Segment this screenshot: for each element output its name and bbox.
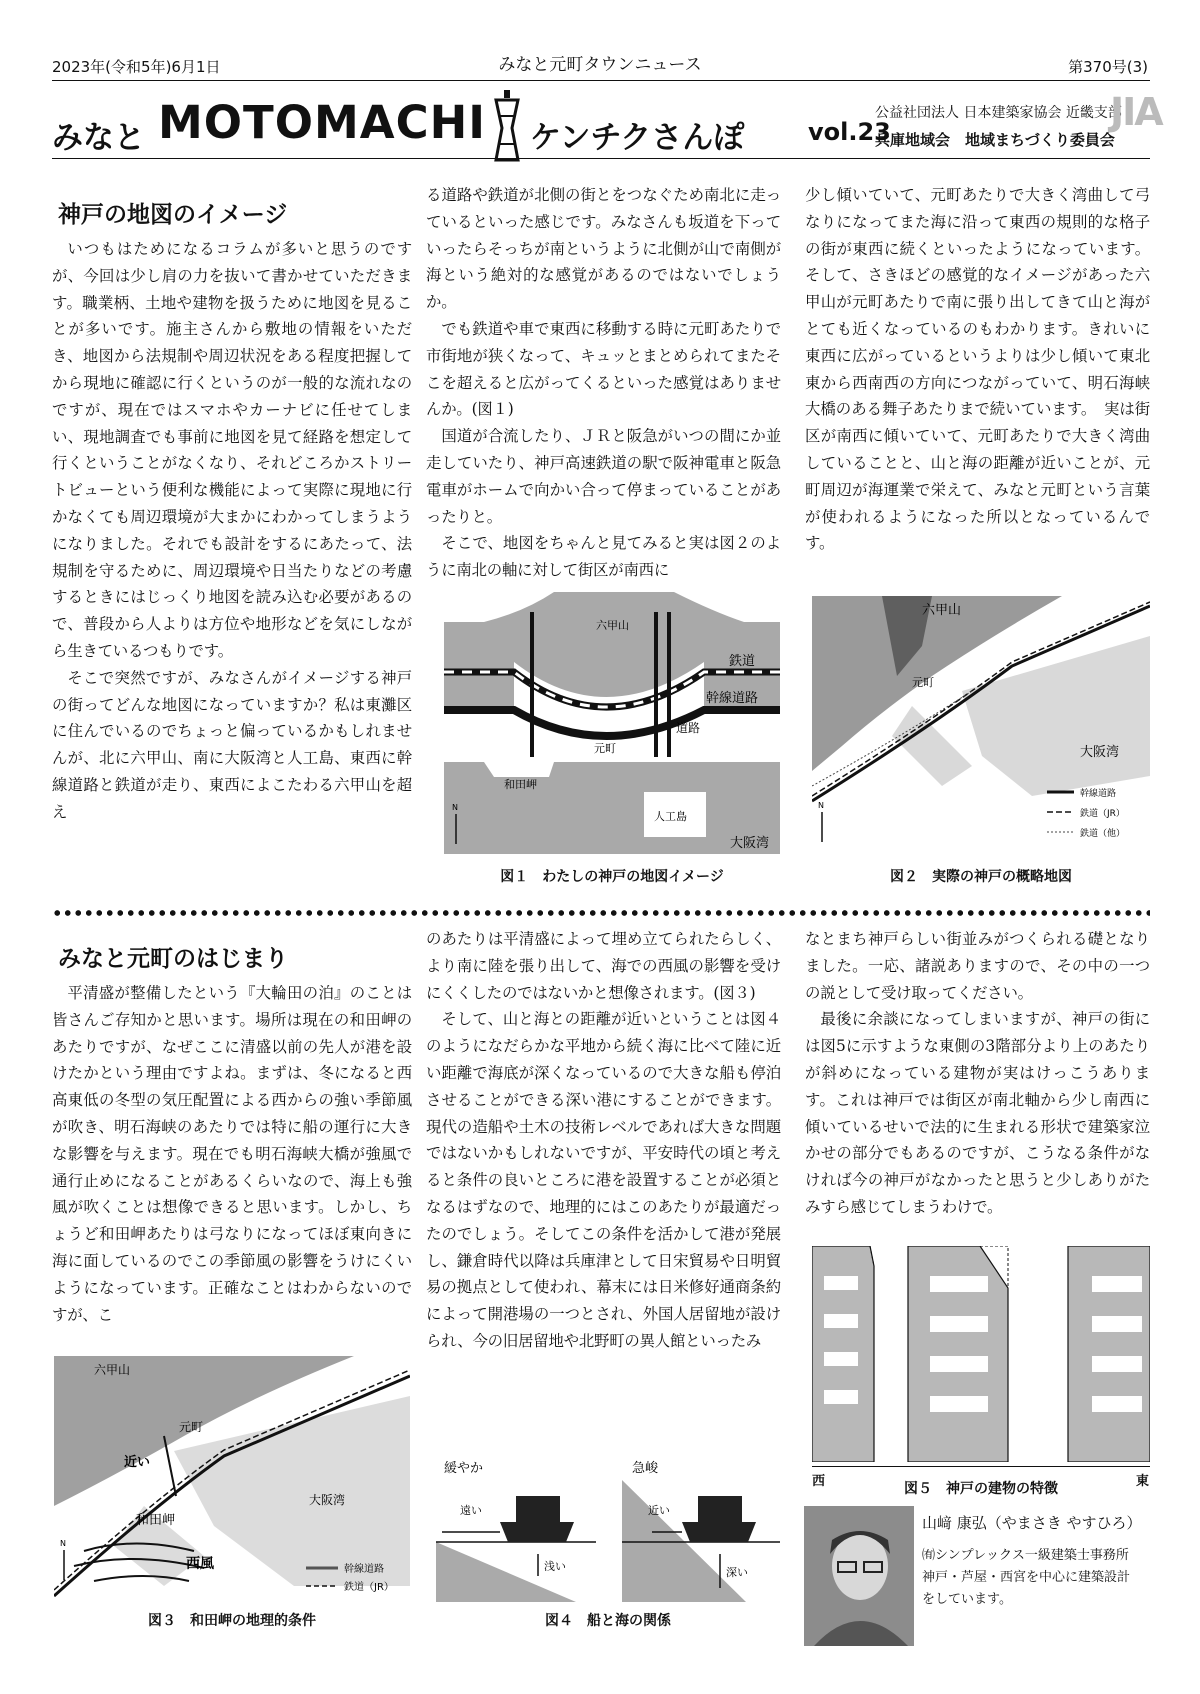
figure4-caption: 図４ 船と海の関係 — [545, 1613, 671, 1629]
paragraph: そこで、地図をちゃんと見てみると実は図２のように南北の軸に対して街区が南西に — [426, 534, 781, 580]
paragraph: そこで突然ですが、みなさんがイメージする神戸の街ってどんな地図になっていますか？私は東灘区に住んでいるのでちょっと偏っているかもしれませんが、北に六甲山、南に大阪湾と人工島、東西に幹線道路と鉄道が走り、東西によこたわる六甲山を超え — [52, 668, 412, 821]
author-name: 山﨑 康弘（やまさき やすひろ） — [922, 1514, 1142, 1532]
fig2-legend-other: 鉄道（他） — [1080, 829, 1126, 839]
fig3-legend-jr: 鉄道（JR） — [344, 1582, 394, 1593]
series-title-right: ケンチクさんぽ — [530, 120, 745, 156]
paragraph: いつもはためになるコラムが多いと思うのですが、今回は少し肩の力を抜いて書かせていただきます。職業柄、土地や建物を扱うために地図を見ることが多いです。施主さんから敷地の情報をいただき、地図から法規制や周辺状況をある程度把握してから現地に確認に行くというのが一般的な流れなのですが、現在ではスマホやカーナビに任せてしまい、現地調査でも事前に地図を見て経路を想定して行くということがなくなり、それどころかストリートビューという便利な機能によって実際に現地に行かなくても周辺環境が大まかにわかってしまうようになりました。それでも設計をするにあたって、法規制を守るために、周辺環境や日当たりなどの考慮するときにはじっくり地図を読み込む必要があるので、普段から人よりは方位や地形などを気にしながら生きているつもりです。 — [52, 240, 412, 660]
figure3-map-image — [54, 1356, 410, 1598]
fig2-label-bay: 大阪湾 — [1080, 745, 1120, 760]
fig3-legend-road: 幹線道路 — [344, 1564, 384, 1575]
header-rule — [52, 80, 1150, 81]
fig2-north-label: N — [818, 801, 824, 810]
fig4-label-deep: 深い — [726, 1566, 748, 1579]
fig1-label-ns-road: 道路 — [676, 721, 701, 735]
paragraph: でも鉄道や車で東西に移動する時に元町あたりで市街地が狭くなって、キュッとまとめられてまたそこを超えると広がってくるといった感覚はありませんか。(図１) — [426, 319, 781, 419]
fig3-distance-arrow-icon — [164, 1436, 176, 1496]
issue-number: 第370号(3) — [1068, 58, 1148, 76]
fig2-label-mountain: 六甲山 — [922, 603, 962, 618]
fig1-label-bay: 大阪湾 — [730, 836, 770, 851]
fig4-label-steep: 急峻 — [632, 1461, 659, 1476]
fig1-label-main-road: 幹線道路 — [706, 691, 759, 706]
series-title-brand: MOTOMACHI — [158, 96, 487, 149]
figure5-label-west: 西 — [812, 1474, 826, 1489]
author-bio-line2: をしています。 — [922, 1592, 1012, 1607]
section1-column3 — [805, 182, 1150, 557]
fig1-label-cape: 和田岬 — [504, 778, 537, 791]
figure1-caption: 図１ わたしの神戸の地図イメージ — [500, 869, 724, 885]
issue-date: 2023年(令和5年)6月1日 — [52, 58, 221, 76]
fig3-label-near: 近い — [124, 1455, 151, 1470]
fig3-north-label: N — [60, 1539, 66, 1548]
figure5-label-east: 東 — [1136, 1474, 1150, 1489]
figure2-caption: 図２ 実際の神戸の概略地図 — [890, 869, 1072, 885]
paragraph: 国道が合流したり、ＪＲと阪急がいつの間にか並走していたり、神戸高速鉄道の駅で阪神電車と阪急電車がホームで向かい合って停まっていることがあったりと。 — [426, 427, 781, 526]
section2-column2 — [426, 926, 781, 1355]
section-divider — [52, 910, 1150, 916]
paragraph: のあたりは平清盛によって埋め立てられたらしく、より南に陸を張り出して、海での西風の影響を受けにくくしたのではないかと想像されます。(図３) — [426, 930, 781, 1002]
figure1-map-image — [444, 592, 780, 854]
paragraph: なとまち神戸らしい街並みがつくられる礎となりました。一応、諸説ありますので、その中の一つの説として受け取ってください。 — [805, 930, 1150, 1002]
fig2-legend-jr: 鉄道（JR） — [1080, 809, 1125, 819]
section1-title: 神戸の地図のイメージ — [58, 202, 288, 228]
figure2-map-image — [812, 596, 1150, 850]
fig3-label-mountain: 六甲山 — [94, 1363, 131, 1377]
volume-number: vol.23 — [808, 118, 891, 146]
fig2-label-motomachi: 元町 — [912, 676, 934, 689]
fig1-label-railway: 鉄道 — [729, 654, 756, 669]
newspaper-name: みなと元町タウンニュース — [498, 55, 702, 75]
fig4-label-near: 近い — [648, 1504, 670, 1517]
fig2-legend-road: 幹線道路 — [1080, 789, 1117, 799]
figure5-caption: 図５ 神戸の建物の特徴 — [904, 1481, 1058, 1497]
paragraph: そして、山と海との距離が近いということは図４のようになだらかな平地から続く海に比べて陸に近い距離で海底が深くなっているので大きな船も停泊させることができる深い港にすることができます。現代の造船や土木の技術レベルであれば大きな問題ではないかもしれないですが、平安時代の頃と考えると条件の良いところに港を設置することが必須となるはずなので、地理的にはこのあたりが最適だったのでしょう。そしてこの条件を活かして港が発展し、鎌倉時代以降は兵庫津として日宋貿易や日明貿易の拠点として使われ、幕末には日米修好通商条約によって開港場の一つとされ、外国人居留地が設けられ、今の旧居留地や北野町の異人館といったみ — [426, 1010, 781, 1350]
fig1-label-mountain: 六甲山 — [596, 619, 629, 632]
fig1-north-label: N — [452, 803, 458, 812]
fig1-label-island: 人工島 — [654, 810, 687, 823]
figure4-diagram-image — [436, 1458, 780, 1602]
section1-column1 — [52, 236, 412, 826]
organization-name: 公益社団法人 日本建築家協会 近畿支部 — [875, 105, 1122, 121]
paragraph: 最後に余談になってしまいますが、神戸の街には図5に示すような東側の3階部分より上のあたりが斜めになっている建物が実はけっこうあります。これは神戸では街区が南北軸から少し南西に傾いているせいで法的に生まれる形状で建築家泣かせの部分でもあるのですが、こうなる条件がなければ今の神戸がなかったと思うと少しありがたみすら感じてしまうわけで。 — [805, 1010, 1150, 1216]
organization-committee: 兵庫地域会 地域まちづくり委員会 — [875, 131, 1115, 149]
section2-title: みなと元町のはじまり — [58, 946, 288, 972]
paragraph: る道路や鉄道が北側の街とをつなぐため南北に走っているといった感じです。みなさんも坂道を下っていったらそっちが南というように北側が山で南側が海という絶対的な感覚があるのではないでしょうか。 — [426, 186, 781, 312]
figure5-building-diagram-image — [812, 1246, 1150, 1462]
paragraph: 少し傾いていて、元町あたりで大きく湾曲して弓なりになってまた海に沿って東西の規則的な格子の街が東西に続くといったようになっています。そして、さきほどの感覚的なイメージがあった六甲山が元町あたりで南に張り出してきて山と海がとても近くなっているのもわかります。きれいに東西に広がっているというよりは少し傾いて東北東から西南西の方向につながっていて、明石海峡大橋のある舞子あたりまで続いています。 実は街区が南西に傾いていて、元町あたりで大きく湾曲していることと、山と海の距離が近いことが、元町周辺が海運業で栄えて、みなと元町という言葉が使われるようになった所以となっているんです。 — [805, 186, 1150, 553]
fig1-label-motomachi: 元町 — [594, 742, 616, 755]
author-company: ㈲シンプレックス一級建築士事務所 — [922, 1548, 1129, 1563]
paragraph: 平清盛が整備したという『大輪田の泊』のことは皆さんご存知かと思います。場所は現在の和田岬のあたりですが、なぜここに清盛以前の先人が港を設けたかという理由ですよね。まずは、冬になると西高東低の冬型の気圧配置による西からの強い季節風が吹き、明石海峡のあたりでは特に船の運行に大きな影響を与えます。現在でも明石海峡大橋が強風で通行止めになることがあるくらいなので、海上も強風が吹くことは想像できると思います。しかし、ちょうど和田岬あたりは弓なりになってほぼ東向きに海に面しているのでこの季節風の影響をうけにくいようになっています。正確なことはわからないのですが、こ — [52, 984, 412, 1324]
fig3-label-motomachi: 元町 — [179, 1420, 204, 1434]
fig4-label-far: 遠い — [460, 1504, 482, 1517]
fig3-label-west-wind: 西風 — [186, 1556, 214, 1572]
port-tower-icon — [484, 88, 530, 164]
fig4-label-gentle: 緩やか — [444, 1461, 484, 1476]
section1-column2 — [426, 182, 781, 584]
fig4-label-shallow: 浅い — [544, 1560, 566, 1573]
figure3-caption: 図３ 和田岬の地理的条件 — [148, 1613, 316, 1629]
jia-logo: JIA — [1110, 90, 1162, 134]
masthead-rule — [52, 158, 1150, 159]
figure5-ground-line — [812, 1466, 1150, 1467]
author-bio-line1: 神戸・芦屋・西宮を中心に建築設計 — [922, 1570, 1131, 1585]
author-photo — [804, 1506, 914, 1646]
fig3-label-bay: 大阪湾 — [309, 1493, 346, 1507]
fig3-label-cape: 和田岬 — [136, 1513, 176, 1528]
series-title-left: みなと — [52, 120, 145, 156]
section2-column1 — [52, 980, 412, 1328]
section2-column3 — [805, 926, 1150, 1221]
